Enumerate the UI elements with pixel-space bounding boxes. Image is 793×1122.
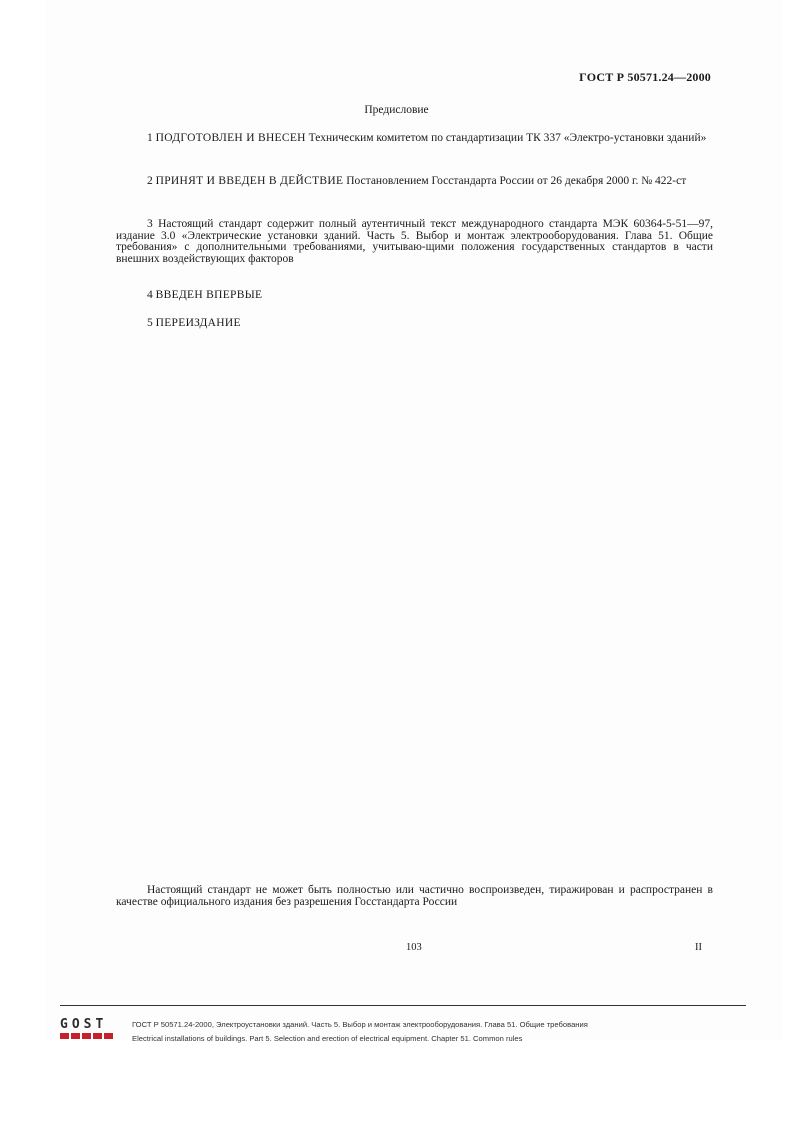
section-title: Предисловие: [364, 104, 429, 116]
footer-line-ru: ГОСТ Р 50571.24-2000, Электроустановки зданий. Часть 5. Выбор и монтаж электрооборудования. Глава 51. Общие требования: [132, 1020, 588, 1029]
copyright-notice: [116, 885, 713, 908]
item-number: 2: [147, 175, 153, 187]
item-text: Техническим комитетом по стандартизации ТК 337 «Электро-установки зданий»: [305, 132, 707, 144]
preface-item-5: [116, 318, 713, 330]
item-caps: ПРИНЯТ И ВВЕДЕН В ДЕЙСТВИЕ: [155, 175, 344, 187]
preface-item-4: [116, 290, 713, 302]
gost-expert-logo[interactable]: [60, 1019, 116, 1041]
page-number-roman: II: [695, 942, 702, 953]
item-text: Постановлением Госстандарта России от 26 декабря 2000 г. № 422-ст: [343, 175, 687, 187]
preface-item-2: [116, 176, 713, 188]
footer-caption: [132, 1018, 588, 1046]
page-number: 103: [406, 942, 422, 953]
notice-text: Настоящий стандарт не может быть полностью или частично воспроизведен, тиражирован и распространен в качестве официального издания без разрешения Госстандарта России: [116, 884, 713, 908]
item-number: 4: [147, 289, 153, 301]
item-number: 5: [147, 317, 153, 329]
item-number: 1: [147, 132, 153, 144]
logo-bar: [60, 1033, 115, 1039]
logo-wordmark: GOST: [60, 1017, 108, 1032]
footer-divider: [60, 1005, 746, 1006]
item-text: Настоящий стандарт содержит полный аутентичный текст международного стандарта МЭК 60364-5-51—97, издание 3.0 «Электрические установки зданий. Часть 5. Выбор и монтаж электрооборудования. Глава 51. Общие требования» с дополнительными требованиями, учитываю-щими положения государственных стандартов в части внешних воздействующих факторов: [116, 218, 714, 265]
item-caps: ПЕРЕИЗДАНИЕ: [155, 317, 241, 329]
footer-line-en: Electrical installations of buildings. Part 5. Selection and erection of electrical equipment. Chapter 51. Common rules: [132, 1034, 523, 1043]
preface-item-3: [116, 219, 713, 265]
document-code: ГОСТ Р 50571.24—2000: [579, 70, 711, 84]
item-number: 3: [147, 218, 153, 230]
item-caps: ВВЕДЕН ВПЕРВЫЕ: [155, 289, 263, 301]
item-caps: ПОДГОТОВЛЕН И ВНЕСЕН: [155, 132, 306, 144]
preface-item-1: [116, 133, 713, 145]
